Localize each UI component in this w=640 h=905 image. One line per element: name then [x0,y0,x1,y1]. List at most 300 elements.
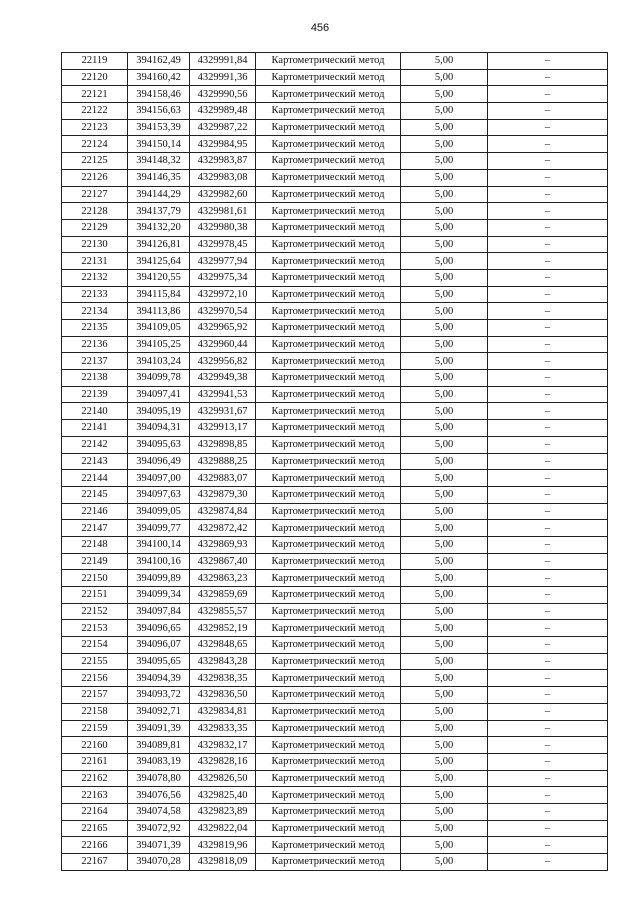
table-row [62,486,608,503]
point-number-cell: 22125 [62,153,128,170]
extra-cell: – [488,436,608,453]
point-number-cell: 22120 [62,69,128,86]
accuracy-cell: 5,00 [401,303,488,320]
x-coordinate-cell: 394137,79 [128,203,190,220]
method-cell: Картометрический метод [256,353,401,370]
method-cell: Картометрический метод [256,69,401,86]
point-number-cell: 22124 [62,136,128,153]
y-coordinate-cell: 4329970,54 [190,303,256,320]
x-coordinate-cell: 394091,39 [128,720,190,737]
table-row [62,53,608,70]
x-coordinate-cell: 394072,92 [128,820,190,837]
point-number-cell: 22145 [62,486,128,503]
method-cell: Картометрический метод [256,703,401,720]
table-row [62,386,608,403]
method-cell: Картометрический метод [256,153,401,170]
method-cell: Картометрический метод [256,236,401,253]
point-number-cell: 22164 [62,803,128,820]
x-coordinate-cell: 394115,84 [128,286,190,303]
x-coordinate-cell: 394150,14 [128,136,190,153]
accuracy-cell: 5,00 [401,703,488,720]
y-coordinate-cell: 4329960,44 [190,336,256,353]
accuracy-cell: 5,00 [401,353,488,370]
page-number: 456 [310,22,330,34]
table-row [62,286,608,303]
point-number-cell: 22132 [62,269,128,286]
y-coordinate-cell: 4329941,53 [190,386,256,403]
table-row [62,820,608,837]
y-coordinate-cell: 4329819,96 [190,837,256,854]
method-cell: Картометрический метод [256,370,401,387]
y-coordinate-cell: 4329956,82 [190,353,256,370]
extra-cell: – [488,320,608,337]
x-coordinate-cell: 394160,42 [128,69,190,86]
accuracy-cell: 5,00 [401,386,488,403]
accuracy-cell: 5,00 [401,253,488,270]
point-number-cell: 22121 [62,86,128,103]
x-coordinate-cell: 394103,24 [128,353,190,370]
coordinates-table [61,52,608,871]
x-coordinate-cell: 394095,63 [128,436,190,453]
accuracy-cell: 5,00 [401,203,488,220]
table-row [62,320,608,337]
x-coordinate-cell: 394093,72 [128,687,190,704]
table-row [62,253,608,270]
extra-cell: – [488,86,608,103]
extra-cell: – [488,620,608,637]
accuracy-cell: 5,00 [401,169,488,186]
y-coordinate-cell: 4329838,35 [190,670,256,687]
point-number-cell: 22133 [62,286,128,303]
point-number-cell: 22154 [62,637,128,654]
point-number-cell: 22129 [62,219,128,236]
table-row [62,603,608,620]
extra-cell: – [488,119,608,136]
table-row [62,737,608,754]
extra-cell: – [488,370,608,387]
x-coordinate-cell: 394125,64 [128,253,190,270]
method-cell: Картометрический метод [256,787,401,804]
accuracy-cell: 5,00 [401,69,488,86]
x-coordinate-cell: 394100,14 [128,536,190,553]
table-row [62,703,608,720]
y-coordinate-cell: 4329898,85 [190,436,256,453]
accuracy-cell: 5,00 [401,553,488,570]
method-cell: Картометрический метод [256,219,401,236]
method-cell: Картометрический метод [256,386,401,403]
x-coordinate-cell: 394100,16 [128,553,190,570]
x-coordinate-cell: 394126,81 [128,236,190,253]
accuracy-cell: 5,00 [401,269,488,286]
accuracy-cell: 5,00 [401,236,488,253]
accuracy-cell: 5,00 [401,820,488,837]
extra-cell: – [488,236,608,253]
x-coordinate-cell: 394097,63 [128,486,190,503]
y-coordinate-cell: 4329826,50 [190,770,256,787]
method-cell: Картометрический метод [256,603,401,620]
method-cell: Картометрический метод [256,837,401,854]
table-row [62,570,608,587]
extra-cell: – [488,670,608,687]
extra-cell: – [488,486,608,503]
point-number-cell: 22166 [62,837,128,854]
point-number-cell: 22158 [62,703,128,720]
x-coordinate-cell: 394083,19 [128,753,190,770]
accuracy-cell: 5,00 [401,86,488,103]
method-cell: Картометрический метод [256,86,401,103]
table-row [62,753,608,770]
point-number-cell: 22144 [62,470,128,487]
y-coordinate-cell: 4329883,07 [190,470,256,487]
y-coordinate-cell: 4329822,04 [190,820,256,837]
method-cell: Картометрический метод [256,436,401,453]
extra-cell: – [488,286,608,303]
point-number-cell: 22127 [62,186,128,203]
accuracy-cell: 5,00 [401,687,488,704]
x-coordinate-cell: 394132,20 [128,219,190,236]
method-cell: Картометрический метод [256,520,401,537]
method-cell: Картометрический метод [256,286,401,303]
accuracy-cell: 5,00 [401,219,488,236]
table-row [62,854,608,871]
method-cell: Картометрический метод [256,737,401,754]
accuracy-cell: 5,00 [401,737,488,754]
table-row [62,303,608,320]
point-number-cell: 22143 [62,453,128,470]
y-coordinate-cell: 4329989,48 [190,103,256,120]
y-coordinate-cell: 4329852,19 [190,620,256,637]
y-coordinate-cell: 4329867,40 [190,553,256,570]
x-coordinate-cell: 394097,84 [128,603,190,620]
y-coordinate-cell: 4329855,57 [190,603,256,620]
point-number-cell: 22151 [62,587,128,604]
y-coordinate-cell: 4329981,61 [190,203,256,220]
accuracy-cell: 5,00 [401,286,488,303]
point-number-cell: 22123 [62,119,128,136]
point-number-cell: 22135 [62,320,128,337]
extra-cell: – [488,703,608,720]
x-coordinate-cell: 394120,55 [128,269,190,286]
accuracy-cell: 5,00 [401,119,488,136]
extra-cell: – [488,637,608,654]
accuracy-cell: 5,00 [401,536,488,553]
accuracy-cell: 5,00 [401,620,488,637]
y-coordinate-cell: 4329931,67 [190,403,256,420]
y-coordinate-cell: 4329832,17 [190,737,256,754]
y-coordinate-cell: 4329913,17 [190,420,256,437]
y-coordinate-cell: 4329980,38 [190,219,256,236]
table-row [62,803,608,820]
point-number-cell: 22126 [62,169,128,186]
table-row [62,86,608,103]
table-row [62,720,608,737]
method-cell: Картометрический метод [256,169,401,186]
accuracy-cell: 5,00 [401,653,488,670]
accuracy-cell: 5,00 [401,436,488,453]
method-cell: Картометрический метод [256,203,401,220]
method-cell: Картометрический метод [256,670,401,687]
x-coordinate-cell: 394070,28 [128,854,190,871]
point-number-cell: 22155 [62,653,128,670]
accuracy-cell: 5,00 [401,520,488,537]
method-cell: Картометрический метод [256,637,401,654]
extra-cell: – [488,303,608,320]
extra-cell: – [488,603,608,620]
method-cell: Картометрический метод [256,336,401,353]
point-number-cell: 22149 [62,553,128,570]
x-coordinate-cell: 394076,56 [128,787,190,804]
x-coordinate-cell: 394109,05 [128,320,190,337]
table-row [62,186,608,203]
accuracy-cell: 5,00 [401,837,488,854]
extra-cell: – [488,837,608,854]
table-row [62,620,608,637]
method-cell: Картометрический метод [256,53,401,70]
table-body [62,53,608,871]
extra-cell: – [488,136,608,153]
method-cell: Картометрический метод [256,470,401,487]
accuracy-cell: 5,00 [401,570,488,587]
extra-cell: – [488,386,608,403]
point-number-cell: 22131 [62,253,128,270]
method-cell: Картометрический метод [256,753,401,770]
point-number-cell: 22148 [62,536,128,553]
x-coordinate-cell: 394099,34 [128,587,190,604]
accuracy-cell: 5,00 [401,720,488,737]
y-coordinate-cell: 4329991,84 [190,53,256,70]
extra-cell: – [488,503,608,520]
point-number-cell: 22165 [62,820,128,837]
y-coordinate-cell: 4329823,89 [190,803,256,820]
accuracy-cell: 5,00 [401,486,488,503]
x-coordinate-cell: 394074,58 [128,803,190,820]
point-number-cell: 22139 [62,386,128,403]
extra-cell: – [488,820,608,837]
method-cell: Картометрический метод [256,653,401,670]
extra-cell: – [488,553,608,570]
table-row [62,787,608,804]
accuracy-cell: 5,00 [401,103,488,120]
extra-cell: – [488,770,608,787]
extra-cell: – [488,854,608,871]
point-number-cell: 22146 [62,503,128,520]
method-cell: Картометрический метод [256,486,401,503]
table-row [62,203,608,220]
point-number-cell: 22122 [62,103,128,120]
x-coordinate-cell: 394092,71 [128,703,190,720]
point-number-cell: 22167 [62,854,128,871]
y-coordinate-cell: 4329983,08 [190,169,256,186]
accuracy-cell: 5,00 [401,53,488,70]
accuracy-cell: 5,00 [401,370,488,387]
x-coordinate-cell: 394099,77 [128,520,190,537]
method-cell: Картометрический метод [256,103,401,120]
x-coordinate-cell: 394089,81 [128,737,190,754]
x-coordinate-cell: 394094,31 [128,420,190,437]
table-row [62,536,608,553]
point-number-cell: 22156 [62,670,128,687]
table-row [62,420,608,437]
extra-cell: – [488,803,608,820]
point-number-cell: 22152 [62,603,128,620]
x-coordinate-cell: 394113,86 [128,303,190,320]
y-coordinate-cell: 4329987,22 [190,119,256,136]
extra-cell: – [488,203,608,220]
table-row [62,520,608,537]
y-coordinate-cell: 4329834,81 [190,703,256,720]
method-cell: Картометрический метод [256,303,401,320]
extra-cell: – [488,520,608,537]
table-row [62,553,608,570]
y-coordinate-cell: 4329888,25 [190,453,256,470]
extra-cell: – [488,186,608,203]
extra-cell: – [488,353,608,370]
point-number-cell: 22162 [62,770,128,787]
accuracy-cell: 5,00 [401,770,488,787]
accuracy-cell: 5,00 [401,603,488,620]
accuracy-cell: 5,00 [401,336,488,353]
method-cell: Картометрический метод [256,854,401,871]
method-cell: Картометрический метод [256,587,401,604]
accuracy-cell: 5,00 [401,153,488,170]
x-coordinate-cell: 394099,05 [128,503,190,520]
table-row [62,470,608,487]
point-number-cell: 22142 [62,436,128,453]
table-row [62,453,608,470]
table-row [62,103,608,120]
method-cell: Картометрический метод [256,770,401,787]
y-coordinate-cell: 4329983,87 [190,153,256,170]
table-row [62,637,608,654]
table-row [62,653,608,670]
table-row [62,770,608,787]
y-coordinate-cell: 4329990,56 [190,86,256,103]
y-coordinate-cell: 4329872,42 [190,520,256,537]
x-coordinate-cell: 394153,39 [128,119,190,136]
table-row [62,503,608,520]
point-number-cell: 22119 [62,53,128,70]
table-row [62,837,608,854]
extra-cell: – [488,403,608,420]
method-cell: Картометрический метод [256,687,401,704]
y-coordinate-cell: 4329843,28 [190,653,256,670]
x-coordinate-cell: 394071,39 [128,837,190,854]
point-number-cell: 22137 [62,353,128,370]
x-coordinate-cell: 394096,49 [128,453,190,470]
point-number-cell: 22157 [62,687,128,704]
y-coordinate-cell: 4329965,92 [190,320,256,337]
accuracy-cell: 5,00 [401,787,488,804]
x-coordinate-cell: 394094,39 [128,670,190,687]
method-cell: Картометрический метод [256,570,401,587]
accuracy-cell: 5,00 [401,803,488,820]
extra-cell: – [488,653,608,670]
extra-cell: – [488,53,608,70]
method-cell: Картометрический метод [256,136,401,153]
method-cell: Картометрический метод [256,186,401,203]
method-cell: Картометрический метод [256,119,401,136]
x-coordinate-cell: 394156,63 [128,103,190,120]
x-coordinate-cell: 394099,78 [128,370,190,387]
accuracy-cell: 5,00 [401,587,488,604]
extra-cell: – [488,687,608,704]
x-coordinate-cell: 394105,25 [128,336,190,353]
method-cell: Картометрический метод [256,420,401,437]
table-row [62,136,608,153]
method-cell: Картометрический метод [256,503,401,520]
accuracy-cell: 5,00 [401,670,488,687]
x-coordinate-cell: 394095,65 [128,653,190,670]
y-coordinate-cell: 4329975,34 [190,269,256,286]
method-cell: Картометрический метод [256,453,401,470]
method-cell: Картометрический метод [256,620,401,637]
point-number-cell: 22136 [62,336,128,353]
extra-cell: – [488,570,608,587]
y-coordinate-cell: 4329859,69 [190,587,256,604]
extra-cell: – [488,787,608,804]
point-number-cell: 22128 [62,203,128,220]
method-cell: Картометрический метод [256,820,401,837]
point-number-cell: 22161 [62,753,128,770]
accuracy-cell: 5,00 [401,854,488,871]
method-cell: Картометрический метод [256,403,401,420]
y-coordinate-cell: 4329828,16 [190,753,256,770]
x-coordinate-cell: 394099,89 [128,570,190,587]
x-coordinate-cell: 394096,07 [128,637,190,654]
x-coordinate-cell: 394162,49 [128,53,190,70]
extra-cell: – [488,69,608,86]
x-coordinate-cell: 394095,19 [128,403,190,420]
y-coordinate-cell: 4329869,93 [190,536,256,553]
table-row [62,236,608,253]
x-coordinate-cell: 394078,80 [128,770,190,787]
extra-cell: – [488,420,608,437]
extra-cell: – [488,153,608,170]
extra-cell: – [488,737,608,754]
extra-cell: – [488,536,608,553]
extra-cell: – [488,753,608,770]
extra-cell: – [488,453,608,470]
accuracy-cell: 5,00 [401,753,488,770]
y-coordinate-cell: 4329984,95 [190,136,256,153]
x-coordinate-cell: 394097,00 [128,470,190,487]
point-number-cell: 22130 [62,236,128,253]
point-number-cell: 22153 [62,620,128,637]
accuracy-cell: 5,00 [401,403,488,420]
extra-cell: – [488,253,608,270]
extra-cell: – [488,169,608,186]
y-coordinate-cell: 4329977,94 [190,253,256,270]
y-coordinate-cell: 4329991,36 [190,69,256,86]
table-row [62,370,608,387]
accuracy-cell: 5,00 [401,420,488,437]
y-coordinate-cell: 4329836,50 [190,687,256,704]
extra-cell: – [488,720,608,737]
extra-cell: – [488,103,608,120]
table-row [62,436,608,453]
extra-cell: – [488,470,608,487]
method-cell: Картометрический метод [256,803,401,820]
accuracy-cell: 5,00 [401,186,488,203]
y-coordinate-cell: 4329874,84 [190,503,256,520]
table-row [62,219,608,236]
y-coordinate-cell: 4329833,35 [190,720,256,737]
accuracy-cell: 5,00 [401,503,488,520]
table-row [62,403,608,420]
extra-cell: – [488,219,608,236]
table-row [62,353,608,370]
table-row [62,153,608,170]
